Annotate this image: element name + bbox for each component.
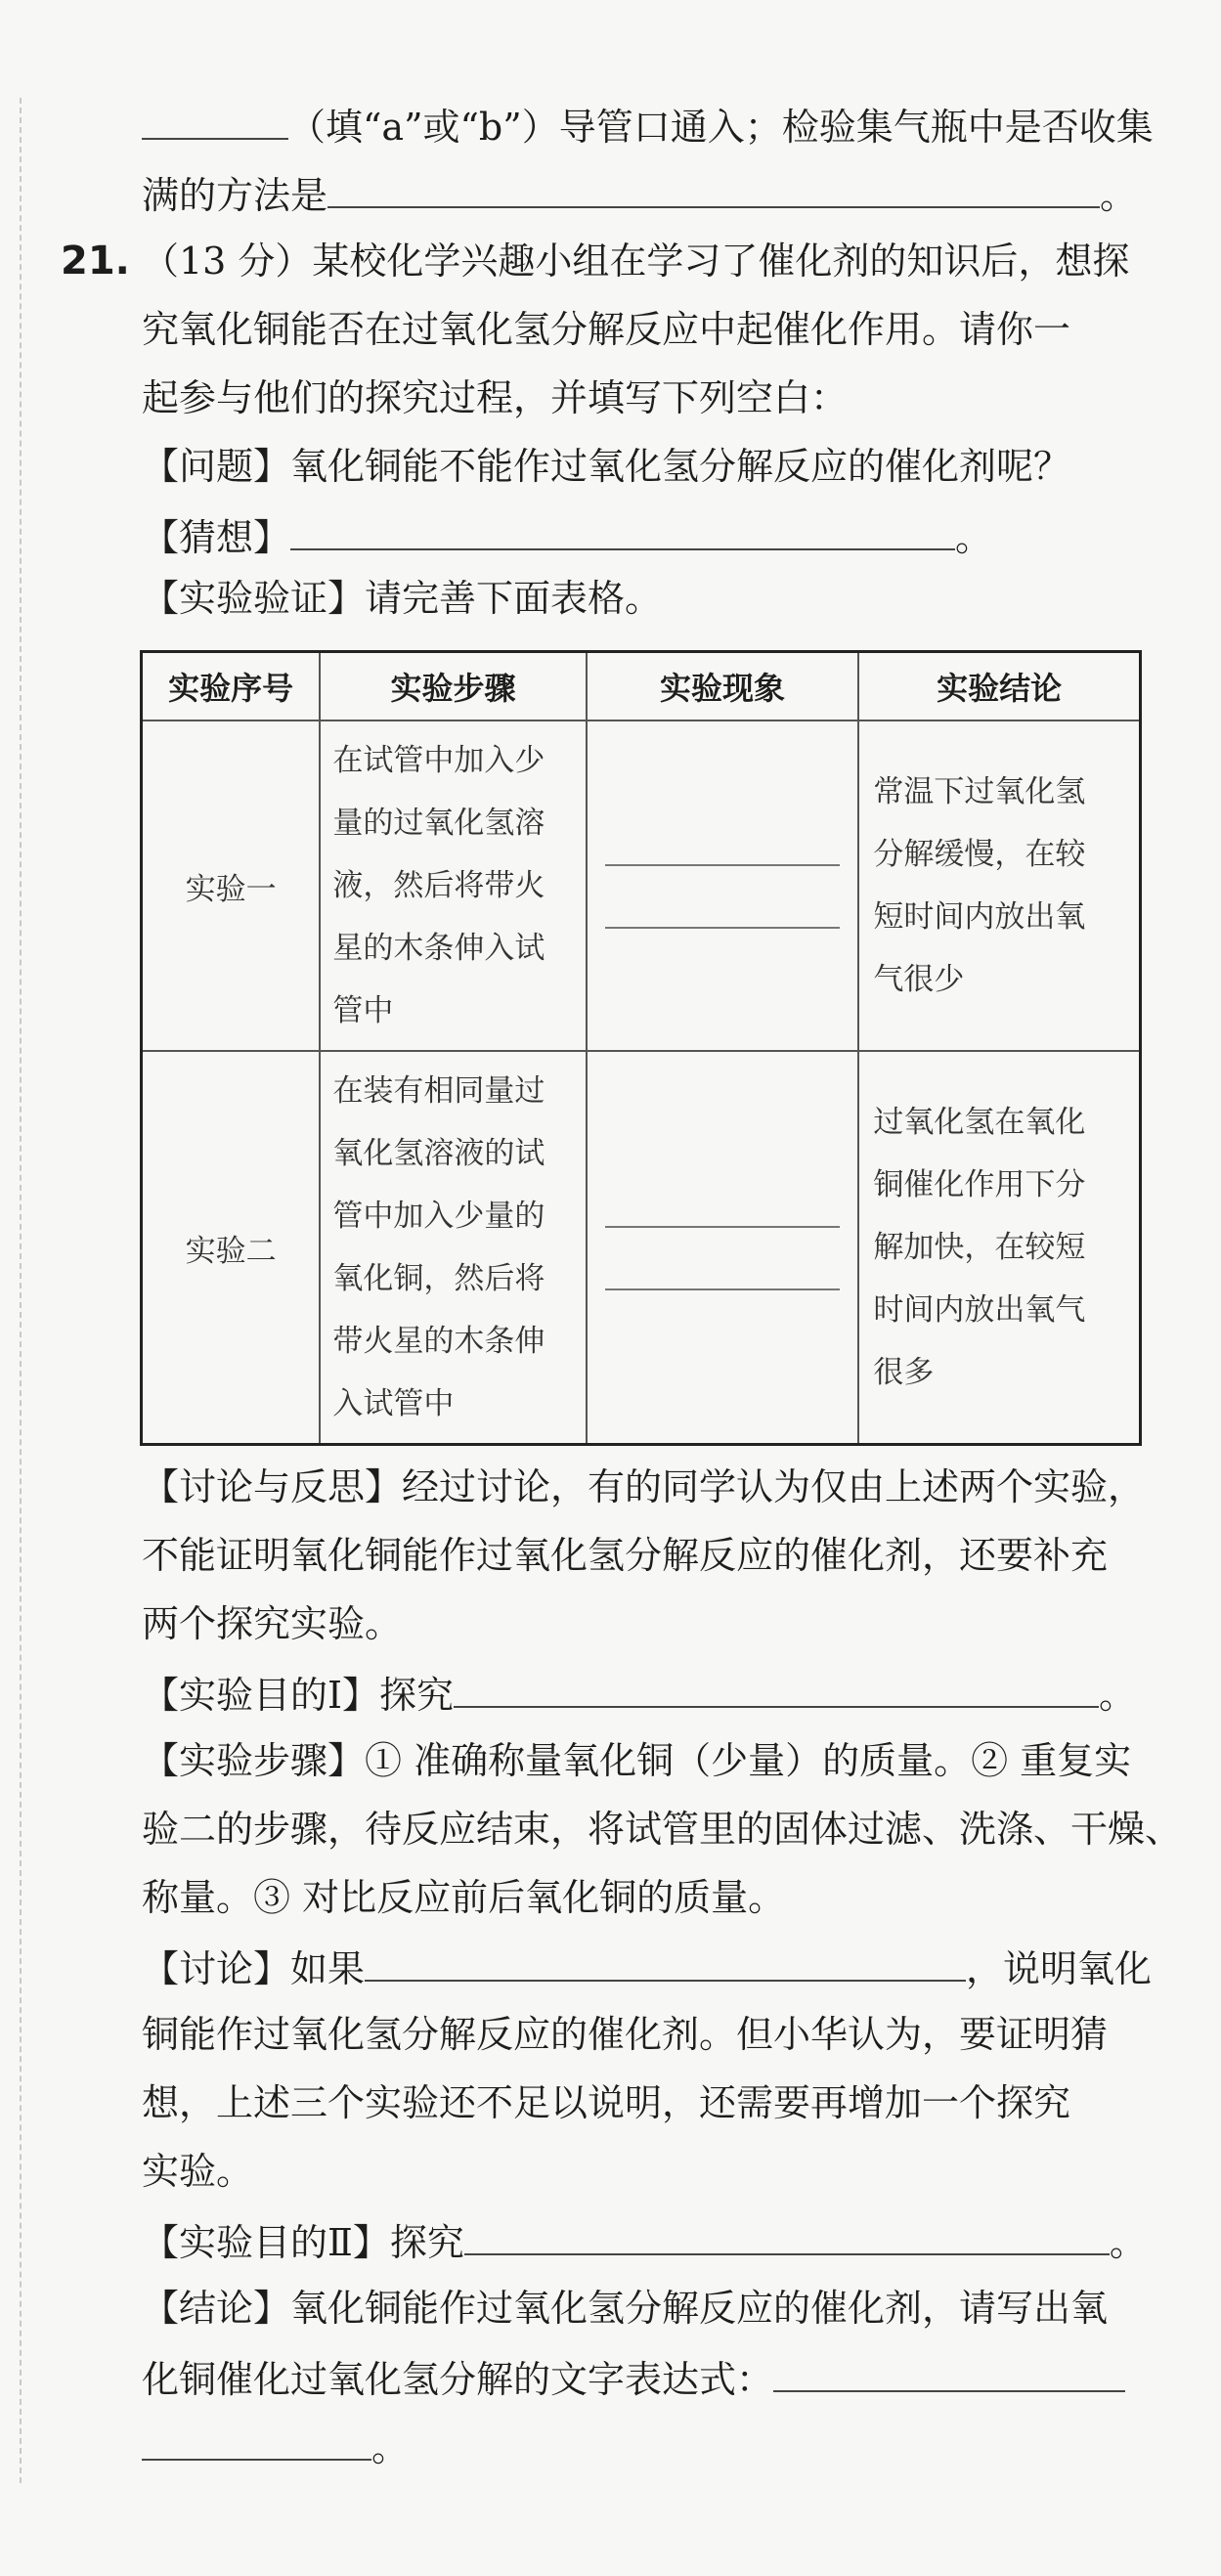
- answer-blank[interactable]: [365, 1943, 966, 1982]
- conclusion-line: 化铜催化过氧化氢分解的文字表达式：: [142, 2353, 1125, 2403]
- final-line: 。: [142, 2422, 409, 2471]
- answer-blank[interactable]: [327, 169, 1100, 208]
- experiment-step: 在试管中加入少 量的过氧化氢溶 液，然后将带火 星的木条伸入试 管中: [320, 720, 586, 1051]
- guess-line: 【猜想】 。: [142, 511, 992, 561]
- experiment-seq: 实验二: [142, 1051, 321, 1445]
- problem-line: 【问题】氧化铜能不能作过氧化氢分解反应的催化剂呢？: [142, 445, 1071, 488]
- answer-blank[interactable]: [454, 1669, 1099, 1708]
- discussion-line: 不能证明氧化铜能作过氧化氢分解反应的催化剂，还要补充: [142, 1534, 1109, 1577]
- table-header: 实验序号: [142, 652, 321, 721]
- answer-blank[interactable]: [142, 101, 288, 140]
- question-line: 究氧化铜能否在过氧化氢分解反应中起催化作用。请你一: [142, 308, 1071, 351]
- experiment-conclusion: 常温下过氧化氢 分解缓慢，在较 短时间内放出氧 气很少: [858, 720, 1140, 1051]
- experiment-seq: 实验一: [142, 720, 321, 1051]
- steps-line: 称量。③ 对比反应前后氧化铜的质量。: [142, 1876, 786, 1919]
- answer-blank[interactable]: [290, 511, 955, 550]
- discussion2-line: 铜能作过氧化氢分解反应的催化剂。但小华认为，要证明猜: [142, 2013, 1109, 2056]
- aim2-line: 【实验目的Ⅱ】探究 。: [142, 2216, 1147, 2266]
- table-header: 实验现象: [587, 652, 859, 721]
- answer-blank[interactable]: [605, 1165, 841, 1228]
- question-line: （13 分）某校化学兴趣小组在学习了催化剂的知识后，想探: [142, 240, 1130, 283]
- discussion2-line: 想，上述三个实验还不足以说明，还需要再增加一个探究: [142, 2081, 1071, 2124]
- steps-line: 验二的步骤，待反应结束，将试管里的固体过滤、洗涤、干燥、: [142, 1808, 1183, 1851]
- discussion2-line: 实验。: [142, 2150, 254, 2193]
- conclusion-line: 【结论】氧化铜能作过氧化氢分解反应的催化剂，请写出氧: [142, 2287, 1109, 2330]
- binding-margin-line: [20, 98, 22, 2483]
- phenomenon-cell[interactable]: [587, 720, 859, 1051]
- answer-blank[interactable]: [142, 2422, 371, 2461]
- answer-blank[interactable]: [464, 2216, 1110, 2255]
- answer-blank[interactable]: [605, 866, 841, 929]
- experiment-conclusion: 过氧化氢在氧化 铜催化作用下分 解加快，在较短 时间内放出氧气 很多: [858, 1051, 1140, 1445]
- table-row: [142, 720, 1141, 1051]
- verify-line: 【实验验证】请完善下面表格。: [142, 577, 663, 620]
- intro-line-1: （填“a”或“b”）导管口通入；检验集气瓶中是否收集: [142, 101, 1154, 151]
- table-header: 实验结论: [858, 652, 1140, 721]
- question-line: 起参与他们的探究过程，并填写下列空白：: [142, 376, 849, 419]
- phenomenon-cell[interactable]: [587, 1051, 859, 1445]
- experiment-step: 在装有相同量过 氧化氢溶液的试 管中加入少量的 氧化铜，然后将 带火星的木条伸 入试管中: [320, 1051, 586, 1445]
- table-header: 实验步骤: [320, 652, 586, 721]
- experiment-table: [140, 650, 1142, 1446]
- table-header-row: [142, 652, 1141, 721]
- table-row: [142, 1051, 1141, 1445]
- discussion-line: 【讨论与反思】经过讨论，有的同学认为仅由上述两个实验，: [142, 1465, 1146, 1508]
- question-number: 21.: [61, 239, 130, 284]
- answer-blank[interactable]: [605, 1228, 841, 1290]
- discussion-line: 两个探究实验。: [142, 1602, 403, 1645]
- intro-line-2: 满的方法是 。: [142, 169, 1137, 219]
- steps-line: 【实验步骤】① 准确称量氧化铜（少量）的质量。② 重复实: [142, 1739, 1132, 1782]
- answer-blank[interactable]: [605, 804, 841, 866]
- answer-blank[interactable]: [773, 2353, 1125, 2392]
- discussion2-line: 【讨论】如果 ，说明氧化: [142, 1943, 1152, 1992]
- aim1-line: 【实验目的Ⅰ】探究 。: [142, 1669, 1136, 1719]
